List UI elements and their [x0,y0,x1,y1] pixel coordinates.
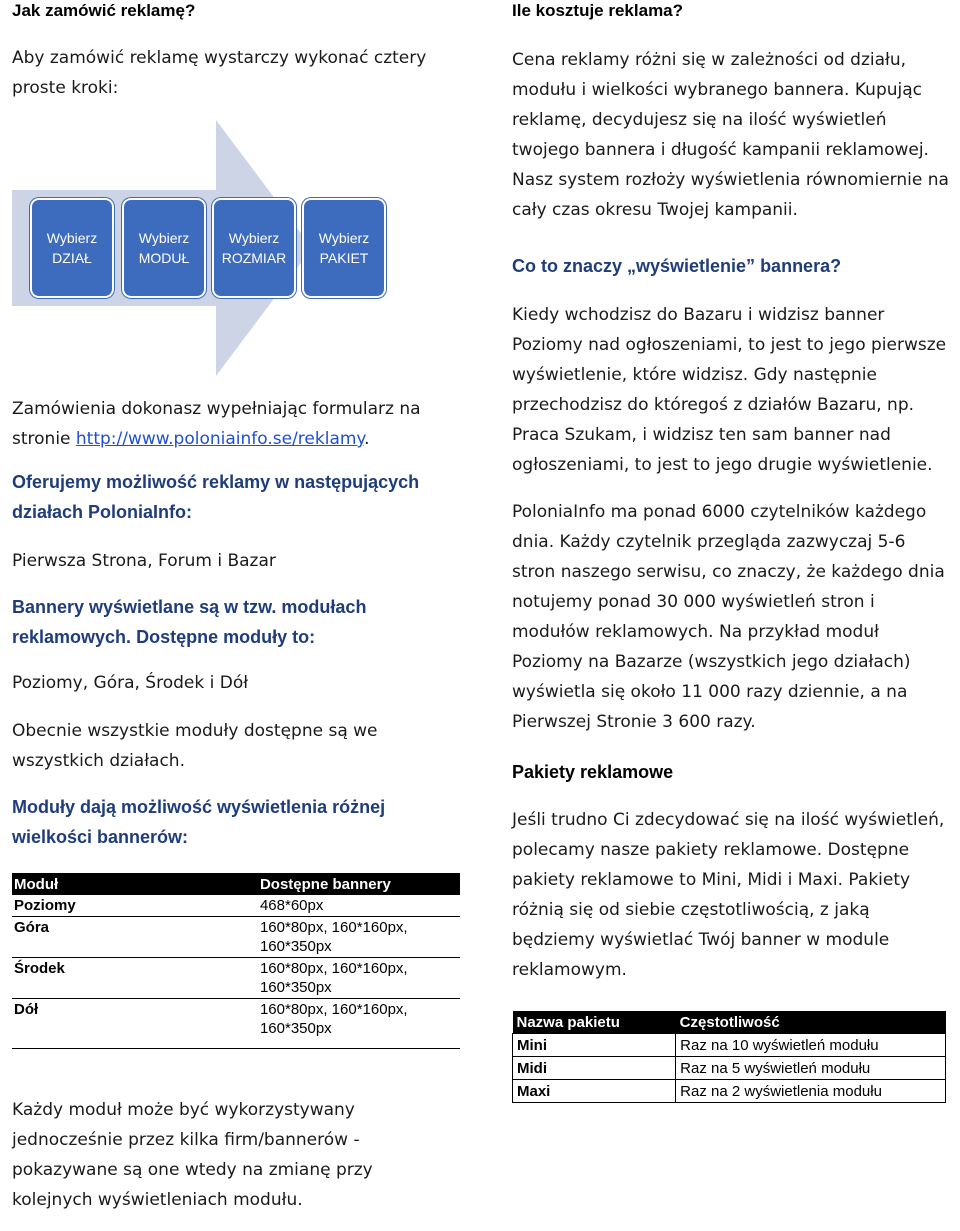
module-sizes: 468*60px [258,895,460,917]
table-row [12,895,460,917]
module-sizes: 160*80px, 160*160px, 160*350px [258,999,460,1049]
packages-heading: Pakiety reklamowe [512,762,674,782]
package-frequency: Raz na 2 wyświetlenia modułu [676,1080,946,1103]
order-form-text: Zamówienia dokonasz wypełniając formularz na stronie http://www.poloniainfo.se/reklamy. [12,399,421,449]
module-name: Góra [12,917,258,958]
left-content [12,394,452,1215]
intro-text: Aby zamówić reklamę wystarczy wykonać cztery proste kroki: [12,48,427,98]
package-name-header: Nazwa pakietu [513,1011,676,1034]
step-size: Wybierz ROZMIAR [212,198,296,298]
cost-title: Ile kosztuje reklama? [512,1,684,20]
module-table-header [12,873,460,895]
order-title: Jak zamówić reklamę? [12,1,196,20]
package-frequency: Raz na 10 wyświetleń modułu [676,1034,946,1057]
table-row [12,999,460,1049]
display-text: Kiedy wchodzisz do Bazaru i widzisz banner Poziomy nad ogłoszeniami, to jest to jego pierwsze wyświetlenie, które widzisz. Gdy następnie przechodzisz do któregoś z działów Bazaru, np. Praca Szukam, i widzisz ten sam banner nad ogłoszeniami, to jest to jego drugie wyświetlenie. [512,305,947,475]
frequency-header: Częstotliwość [676,1011,946,1034]
table-row [12,917,460,958]
table-row [513,1057,946,1080]
packages-text: Jeśli trudno Ci zdecydować się na ilość wyświetleń, polecamy nasze pakiety reklamowe. Dostępne pakiety reklamowe to Mini, Midi i Maxi. Pakiety różnią się od siebie częstotliwością, z jaką będziemy wyświetlać Twój banner w module reklamowym. [512,810,945,980]
module-table [12,873,460,1049]
order-form-link[interactable]: http://www.poloniainfo.se/reklamy [75,429,365,449]
offer-heading: Oferujemy możliwość reklamy w następujących działach PoloniaInfo: [12,472,420,522]
module-name: Środek [12,958,258,999]
order-steps-diagram [12,120,384,376]
modules-list: Poziomy, Góra, Środek i Dół [12,673,249,693]
package-table [512,1011,946,1103]
table-row [513,1034,946,1057]
module-header: Moduł [12,873,258,895]
package-name: Mini [513,1034,676,1057]
module-sizes: 160*80px, 160*160px, 160*350px [258,917,460,958]
left-column [12,0,452,103]
display-heading: Co to znaczy „wyświetlenie” bannera? [512,256,842,276]
package-name: Midi [513,1057,676,1080]
module-name: Dół [12,999,258,1049]
stats-text: PoloniaInfo ma ponad 6000 czytelników każdego dnia. Każdy czytelnik przegląda zazwyczaj 5-6 stron naszego serwisu, co znaczy, że każdego dnia notujemy ponad 30 000 wyświetleń stron i modułów reklamowych. Na przykład moduł Poziomy na Bazarze (wszystkich jego działach) wyświetla się około 11 000 razy dziennie, a na Pierwszej Stronie 3 600 razy. [512,502,945,732]
modules-heading: Bannery wyświetlane są w tzw. modułach reklamowych. Dostępne moduły to: [12,597,367,647]
package-table-header [513,1011,946,1034]
package-frequency: Raz na 5 wyświetleń modułu [676,1057,946,1080]
sizes-heading: Moduły dają możliwość wyświetlenia różnej wielkości bannerów: [12,797,386,847]
cost-text: Cena reklamy różni się w zależności od działu, modułu i wielkości wybranego bannera. Kupując reklamę, decydujesz się na ilość wyświetleń twojego bannera i długość kampanii reklamowej. Nasz system rozłoży wyświetlenia równomiernie na cały czas okresu Twojej kampanii. [512,50,949,220]
table-row [513,1080,946,1103]
table-row [12,958,460,999]
module-sizes: 160*80px, 160*160px, 160*350px [258,958,460,999]
banners-header: Dostępne bannery [258,873,460,895]
footer-text: Każdy moduł może być wykorzystywany jednocześnie przez kilka firm/bannerów - pokazywane są one wtedy na zmianę przy kolejnych wyświetleniach modułu. [12,1100,373,1210]
step-section: Wybierz DZIAŁ [30,198,114,298]
sections-list: Pierwsza Strona, Forum i Bazar [12,551,276,571]
right-column [512,0,952,1103]
availability-text: Obecnie wszystkie moduły dostępne są we wszystkich działach. [12,721,378,771]
package-name: Maxi [513,1080,676,1103]
step-package: Wybierz PAKIET [302,198,386,298]
module-name: Poziomy [12,895,258,917]
step-module: Wybierz MODUŁ [122,198,206,298]
